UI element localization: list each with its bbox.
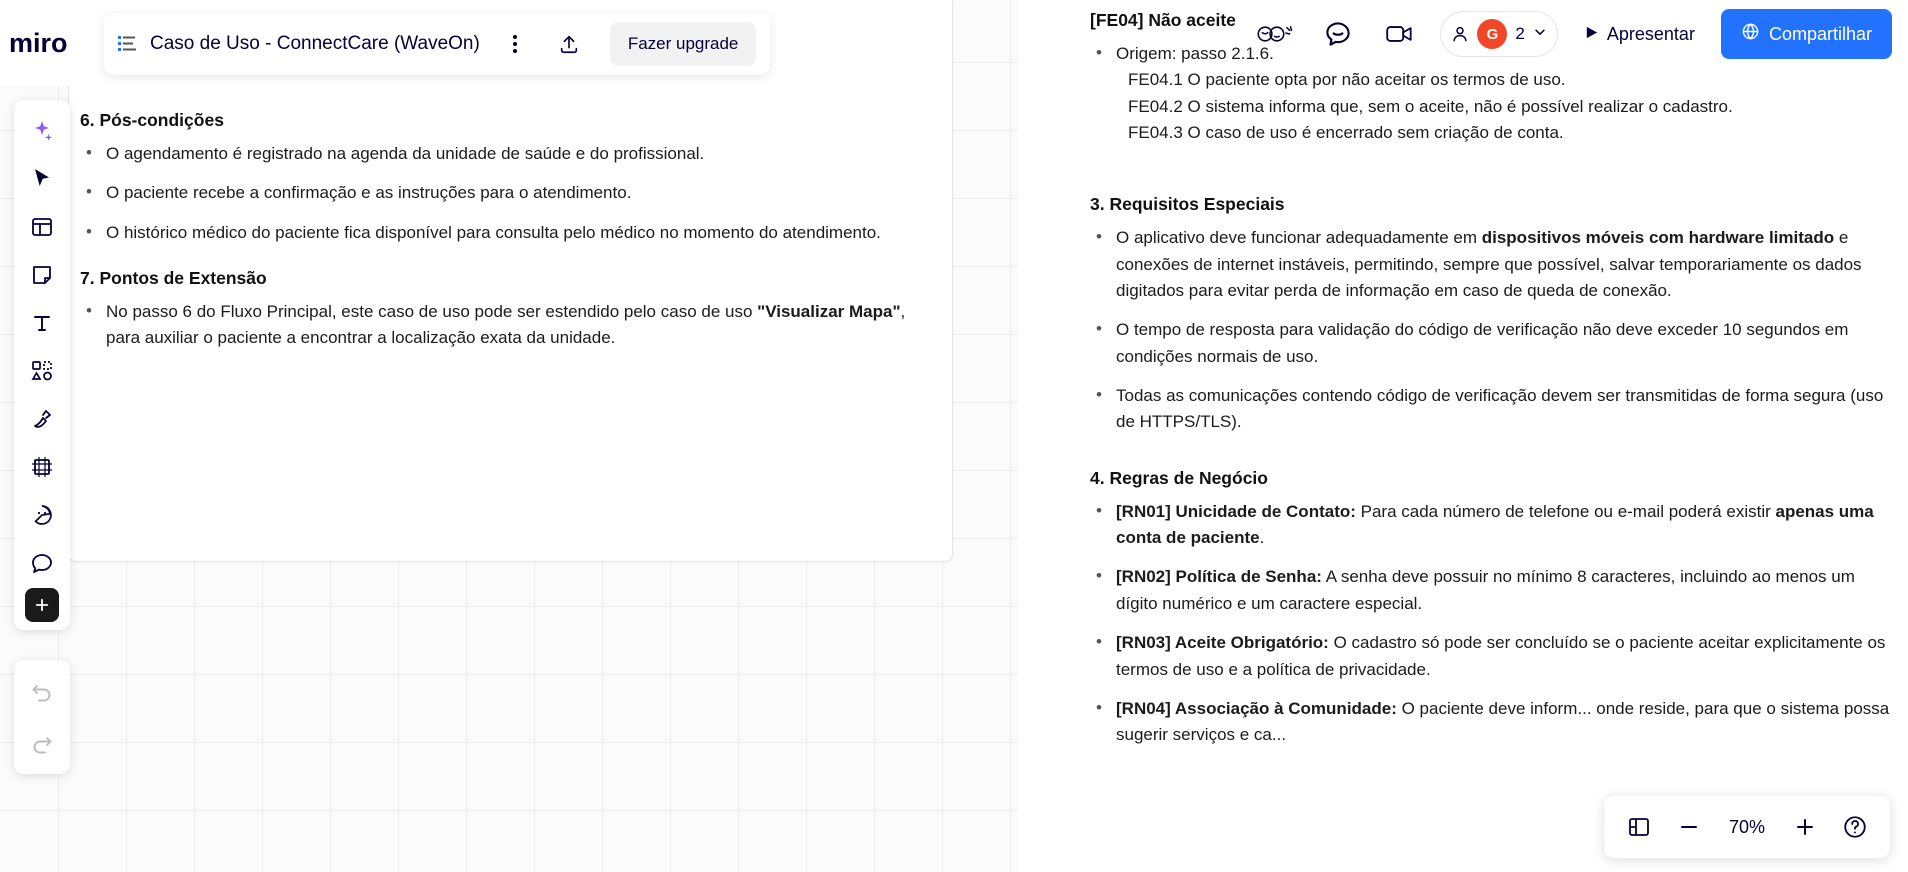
board-title: Caso de Uso - ConnectCare (WaveOn) [150,32,480,54]
tool-templates[interactable] [19,204,65,250]
list-item: • No passo 6 do Fluxo Principal, este caso de uso pode ser estendido pelo caso de uso "Visualizar Mapa", para auxiliar o paciente a encontrar a localização exata da unidade. [106,299,920,352]
tool-sticker[interactable] [19,492,65,538]
miro-logo[interactable] [0,0,96,86]
collaborators-chip[interactable] [1440,11,1557,57]
board-title-chip[interactable] [104,13,770,75]
chat-icon[interactable] [1312,8,1364,60]
tool-comment[interactable] [19,540,65,586]
section-heading-pos-condicoes: 6. Pós-condições [80,110,224,130]
list-item: • [RN03] Aceite Obrigatório: O cadastro só pode ser concluído se o paciente aceitar explicitamente os termos de uso e a política de privacidade. [1116,630,1890,683]
left-toolbar [14,100,70,630]
export-icon[interactable] [552,27,586,61]
globe-icon [1741,22,1760,46]
tool-text[interactable] [19,300,65,346]
undo-icon[interactable] [19,668,65,714]
list-regras-negocio [1090,499,1890,749]
list-item: • Origem: passo 2.1.6. FE04.1 O paciente opta por não aceitar os termos de uso. FE04.2 O sistema informa que, sem o aceite, não é possível realizar o cadastro. FE04.3 O caso de uso é encerrado sem criação de conta. [1116,41,1890,146]
zoom-level[interactable]: 70% [1728,816,1766,837]
list-item: • O tempo de resposta para validação do código de verificação não deve exceder 10 segundos em condições normais de uso. [1116,317,1890,370]
person-icon [1449,23,1471,45]
section-heading-fe04: [FE04] Não aceite [1090,10,1236,30]
fit-to-screen-icon[interactable] [1616,804,1662,850]
board-menu-icon[interactable] [500,29,530,59]
tool-ai-sparkle[interactable] [19,108,65,154]
list-item: • O paciente recebe a confirmação e as instruções para o atendimento. [106,180,920,206]
tool-select-cursor[interactable] [19,156,65,202]
svg-text:miro: miro [9,28,68,58]
share-button-label: Compartilhar [1768,23,1872,44]
zoom-out-button[interactable] [1666,804,1712,850]
avatar[interactable]: G [1477,19,1507,49]
undo-redo-toolbar [14,660,70,774]
help-icon[interactable] [1832,804,1878,850]
collaborator-count: 2 [1515,24,1525,43]
zoom-toolbar [1604,796,1890,858]
list-item: • O agendamento é registrado na agenda da unidade de saúde e do profissional. [106,141,920,167]
list-requisitos-especiais [1090,225,1890,435]
top-bar-left [0,0,770,86]
play-icon [1584,24,1599,45]
tool-sticky-note[interactable] [19,252,65,298]
section-heading-requisitos-especiais: 3. Requisitos Especiais [1090,194,1285,215]
redo-icon[interactable] [19,720,65,766]
section-heading-regras-negocio: 4. Regras de Negócio [1090,467,1268,488]
tool-frame[interactable] [19,444,65,490]
list-item: • [RN02] Política de Senha: A senha deve possuir no mínimo 8 caracteres, incluindo ao menos um dígito numérico e um caractere especial. [1116,564,1890,617]
right-document-content [1090,0,1890,771]
video-call-icon[interactable] [1374,8,1426,60]
left-document-content [80,110,920,374]
reactions-icon[interactable] [1250,8,1302,60]
section-heading-pontos-extensao: 7. Pontos de Extensão [80,268,267,289]
tool-pen[interactable] [19,396,65,442]
list-pontos-extensao [80,299,920,352]
top-bar-right [1250,8,1892,60]
list-item: • Todas as comunicações contendo código de verificação devem ser transmitidas de forma segura (uso de HTTPS/TLS). [1116,383,1890,436]
list-item: • [RN04] Associação à Comunidade: O paciente deve inform... onde reside, para que o sistema possa sugerir serviços e ca... [1116,696,1890,749]
list-item: • O histórico médico do paciente fica disponível para consulta pelo médico no momento do atendimento. [106,220,920,246]
share-button[interactable] [1721,9,1892,59]
tool-more-apps[interactable] [25,588,59,622]
document-icon [114,31,140,57]
list-pos-condicoes [80,141,920,246]
list-item: • O aplicativo deve funcionar adequadamente em dispositivos móveis com hardware limitado e conexões de internet instáveis, permitindo, sempre que possível, salvar temporariamente os dados digitados para evitar perda de informação em caso de queda de conexão. [1116,225,1890,304]
list-item: • [RN01] Unicidade de Contato: Para cada número de telefone ou e-mail poderá existir apenas uma conta de paciente. [1116,499,1890,552]
chevron-down-icon[interactable] [1533,25,1547,44]
tool-shapes[interactable] [19,348,65,394]
present-button-label: Apresentar [1606,23,1695,44]
upgrade-button[interactable]: Fazer upgrade [610,22,757,66]
present-button[interactable] [1568,11,1711,57]
zoom-in-button[interactable] [1782,804,1828,850]
